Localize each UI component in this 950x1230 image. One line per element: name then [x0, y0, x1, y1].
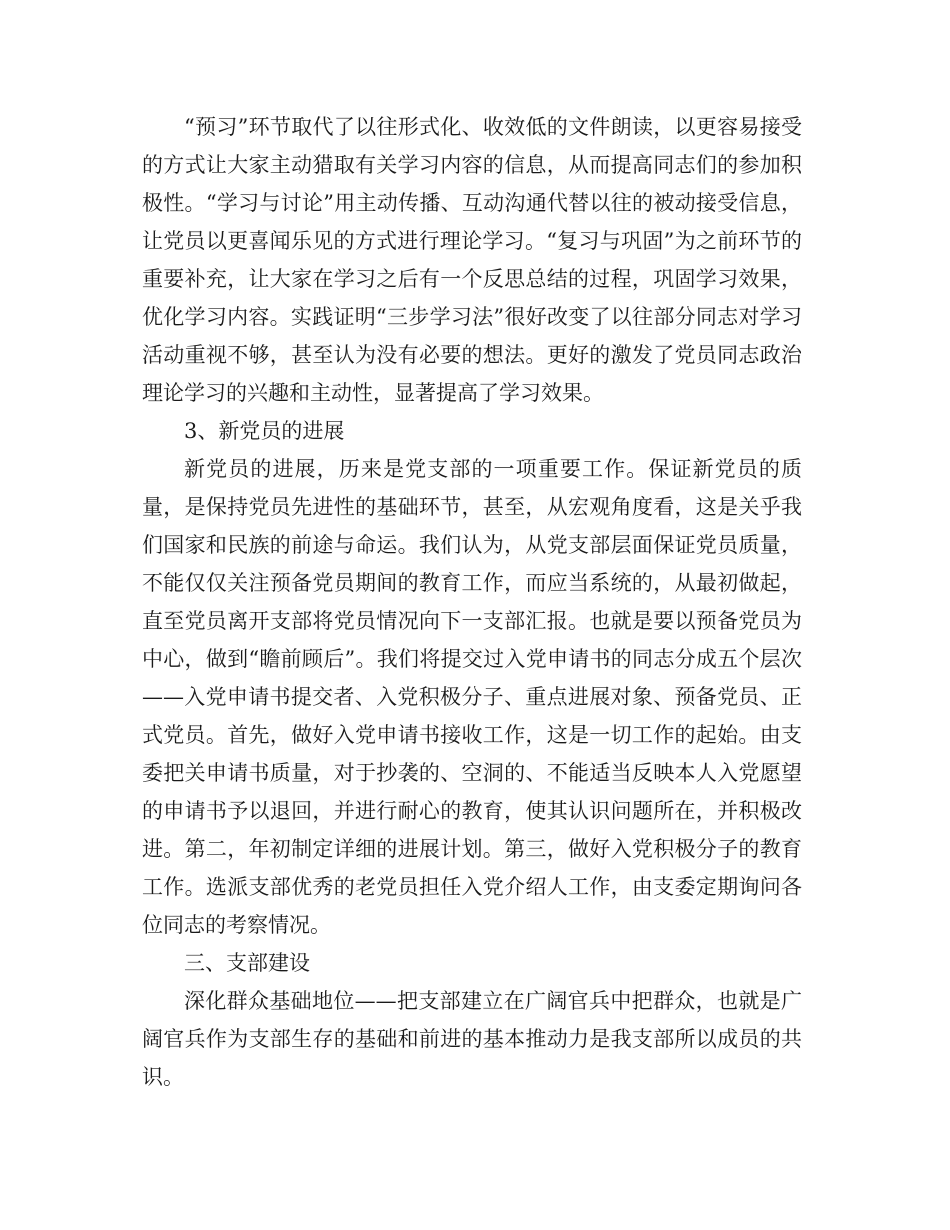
section-heading-branch-building: 三、支部建设 — [184, 951, 310, 975]
paragraph-new-members: 新党员的进展，历来是党支部的一项重要工作。保证新党员的质量，是保持党员先进性的基础环节，甚至，从宏观角度看，这是关乎我们国家和民族的前途与命运。我们认为，从党支部层面保证党员质量，不能仅仅关注预备党员期间的教育工作，而应当系统的，从最初做起，直至党员离开支部将党员情况向下一支部汇报。也就是要以预备党员为中心，做到“瞻前顾后”。我们将提交过入党申请书的同志分成五个层次——入党申请书提交者、入党积极分子、重点进展对象、预备党员、正式党员。首先，做好入党申请书接收工作，这是一切工作的起始。由支委把关申请书质量，对于抄袭的、空洞的、不能适当反映本人入党愿望的申请书予以退回，并进行耐心的教育，使其认识问题所在，并积极改进。第二，年初制定详细的进展计划。第三，做好入党积极分子的教育工作。选派支部优秀的老党员担任入党介绍人工作，由支委定期询问各位同志的考察情况。 — [142, 457, 802, 937]
paragraph-study-method: “预习”环节取代了以往形式化、收效低的文件朗读，以更容易接受的方式让大家主动猎取有关学习内容的信息，从而提高同志们的参加积极性。“学习与讨论”用主动传播、互动沟通代替以往的被动接受信息，让党员以更喜闻乐见的方式进行理论学习。“复习与巩固”为之前环节的重要补充，让大家在学习之后有一个反思总结的过程，巩固学习效果，优化学习内容。实践证明“三步学习法”很好改变了以往部分同志对学习活动重视不够，甚至认为没有必要的想法。更好的激发了党员同志政治理论学习的兴趣和主动性，显著提高了学习效果。 — [142, 115, 802, 405]
section-heading-new-members: 3、新党员的进展 — [184, 419, 345, 443]
paragraph-branch-building: 深化群众基础地位——把支部建立在广阔官兵中把群众，也就是广阔官兵作为支部生存的基础和前进的基本推动力是我支部所以成员的共识。 — [142, 989, 802, 1089]
document-body — [142, 108, 802, 1096]
